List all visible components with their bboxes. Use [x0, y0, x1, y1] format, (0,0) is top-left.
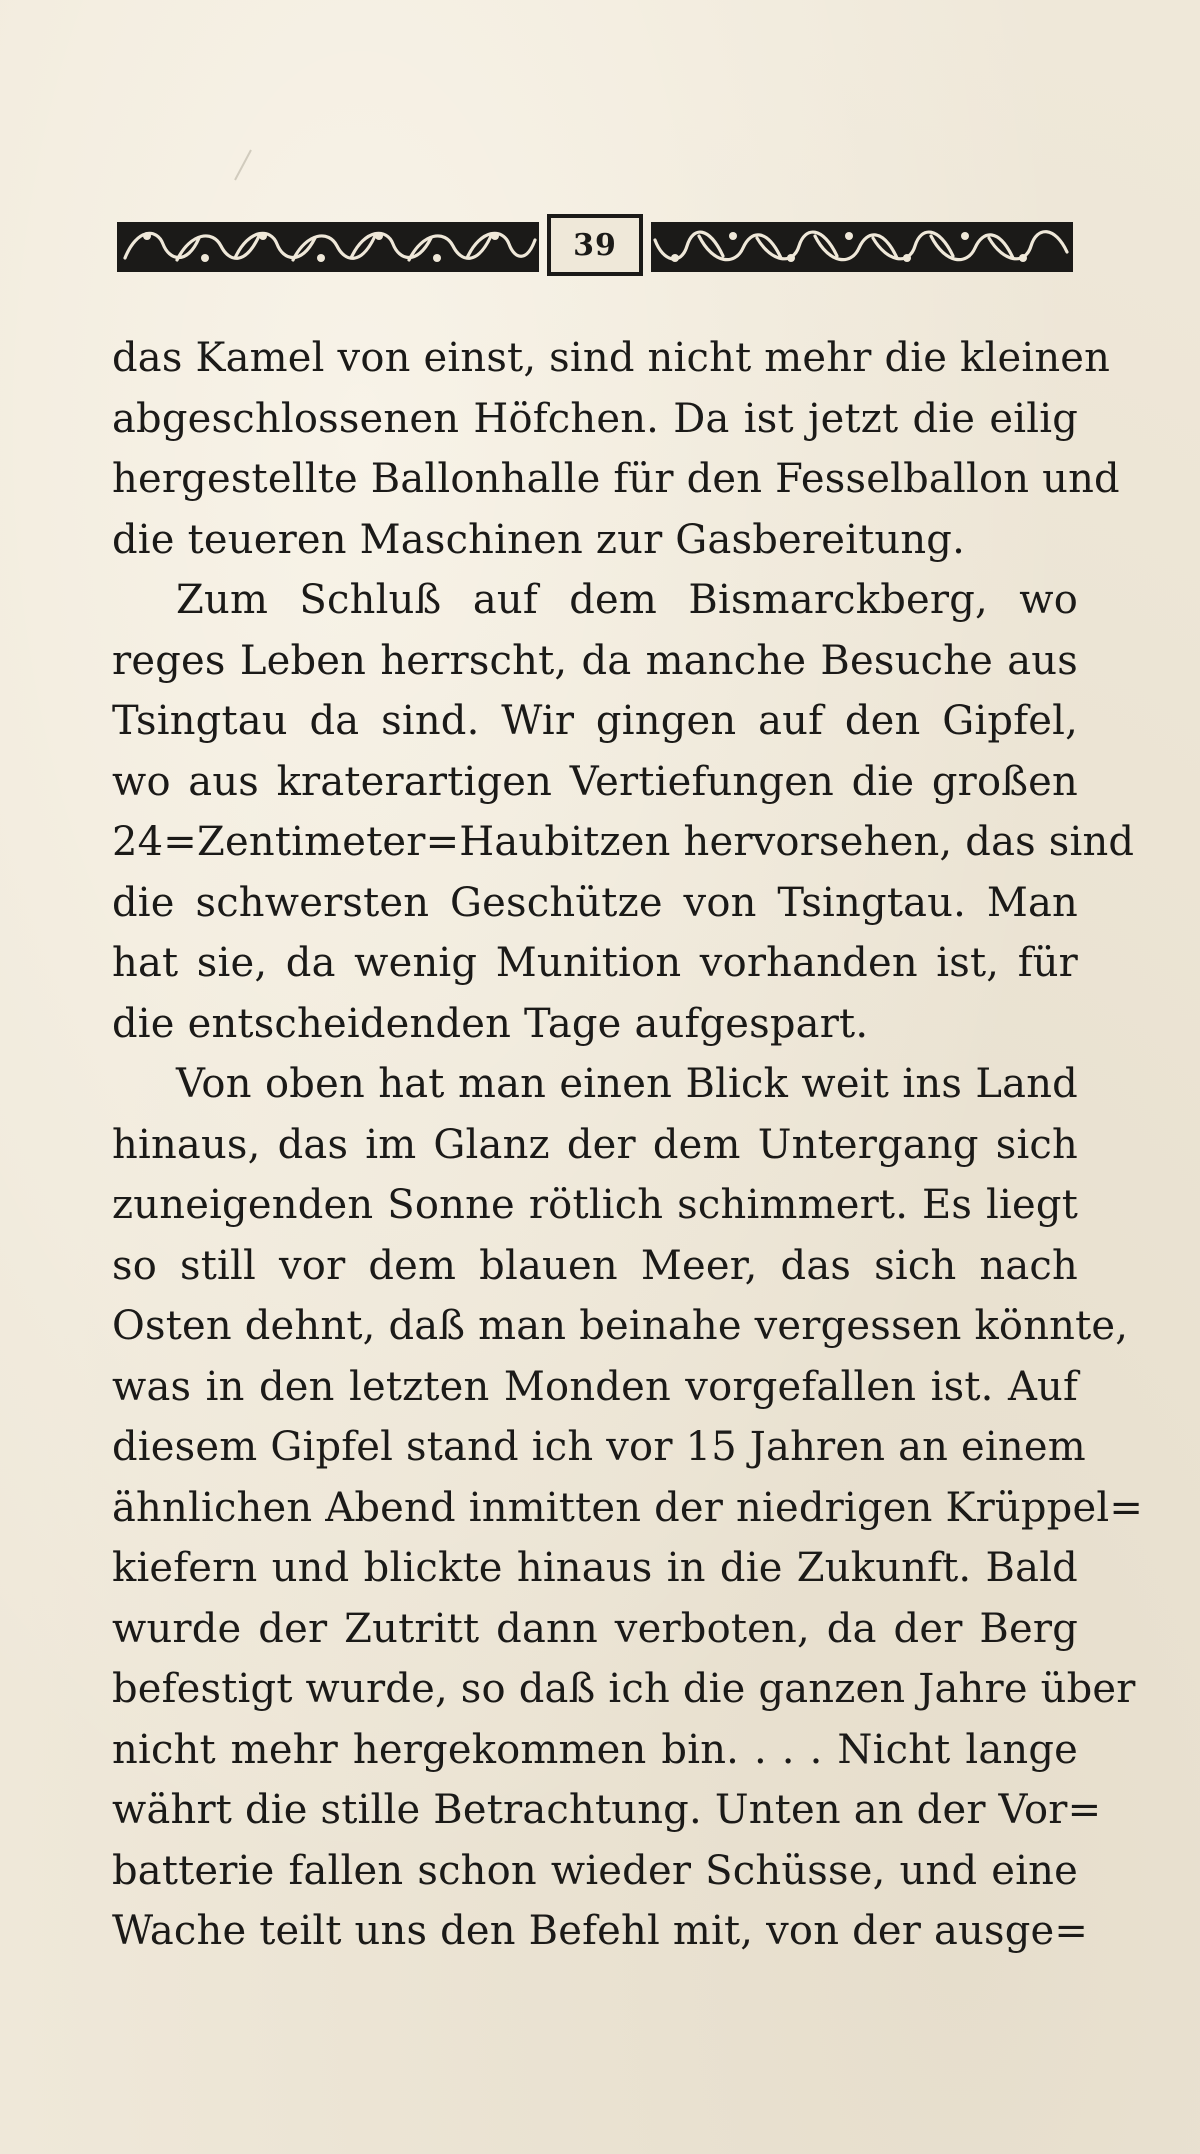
text-line-13: Von oben hat man einen Blick weit ins Land	[176, 1061, 1078, 1107]
text-line-26: batterie fallen schon wieder Schüsse, und eine	[112, 1847, 1078, 1894]
text-line-25: währt die stille Betrachtung. Unten an der Vor=	[112, 1787, 1102, 1833]
text-line-4: die teueren Maschinen zur Gasbereitung.	[112, 516, 966, 563]
text-line-8: wo aus kraterartigen Vertiefungen die großen	[112, 758, 1078, 805]
text-line-12: die entscheidenden Tage aufgespart.	[112, 1000, 869, 1047]
right-ornament-band	[651, 222, 1073, 272]
text-line-1: das Kamel von einst, sind nicht mehr die kleinen	[112, 335, 1111, 381]
text-line-27: Wache teilt uns den Befehl mit, von der ausge=	[112, 1908, 1089, 1954]
text-line-19: diesem Gipfel stand ich vor 15 Jahren an einem	[112, 1424, 1086, 1470]
text-line-5: Zum Schluß auf dem Bismarckberg, wo	[176, 577, 1078, 623]
text-line-2: abgeschlossenen Höfchen. Da ist jetzt die eilig	[112, 395, 1078, 442]
text-line-7: Tsingtau da sind. Wir gingen auf den Gipfel,	[112, 698, 1078, 744]
text-line-21: kiefern und blickte hinaus in die Zukunft. Bald	[112, 1545, 1078, 1591]
text-line-20: ähnlichen Abend inmitten der niedrigen Krüppel=	[112, 1484, 1144, 1531]
page-header	[117, 214, 1073, 280]
text-line-24: nicht mehr hergekommen bin. . . . Nicht lange	[112, 1726, 1078, 1773]
left-ornament-band	[117, 222, 539, 272]
text-line-16: so still vor dem blauen Meer, das sich nach	[112, 1242, 1078, 1289]
text-line-14: hinaus, das im Glanz der dem Untergang sich	[112, 1121, 1078, 1168]
page-number-box	[547, 214, 643, 276]
text-line-9: 24=Zentimeter=Haubitzen hervorsehen, das sind	[112, 819, 1135, 865]
paper-scratch-mark	[234, 150, 252, 181]
text-line-23: befestigt wurde, so daß ich die ganzen Jahre über	[112, 1666, 1136, 1712]
text-line-17: Osten dehnt, daß man beinahe vergessen könnte,	[112, 1303, 1129, 1349]
text-line-6: reges Leben herrscht, da manche Besuche aus	[112, 637, 1078, 684]
text-line-10: die schwersten Geschütze von Tsingtau. Man	[112, 879, 1078, 926]
body-text	[112, 328, 1144, 1962]
text-line-11: hat sie, da wenig Munition vorhanden ist, für	[112, 940, 1078, 986]
page-number: 39	[573, 227, 617, 263]
text-line-22: wurde der Zutritt dann verboten, da der Berg	[112, 1605, 1078, 1652]
text-line-3: hergestellte Ballonhalle für den Fesselballon und	[112, 456, 1120, 502]
text-line-15: zuneigenden Sonne rötlich schimmert. Es liegt	[112, 1182, 1078, 1228]
text-line-18: was in den letzten Monden vorgefallen ist. Auf	[112, 1363, 1078, 1410]
